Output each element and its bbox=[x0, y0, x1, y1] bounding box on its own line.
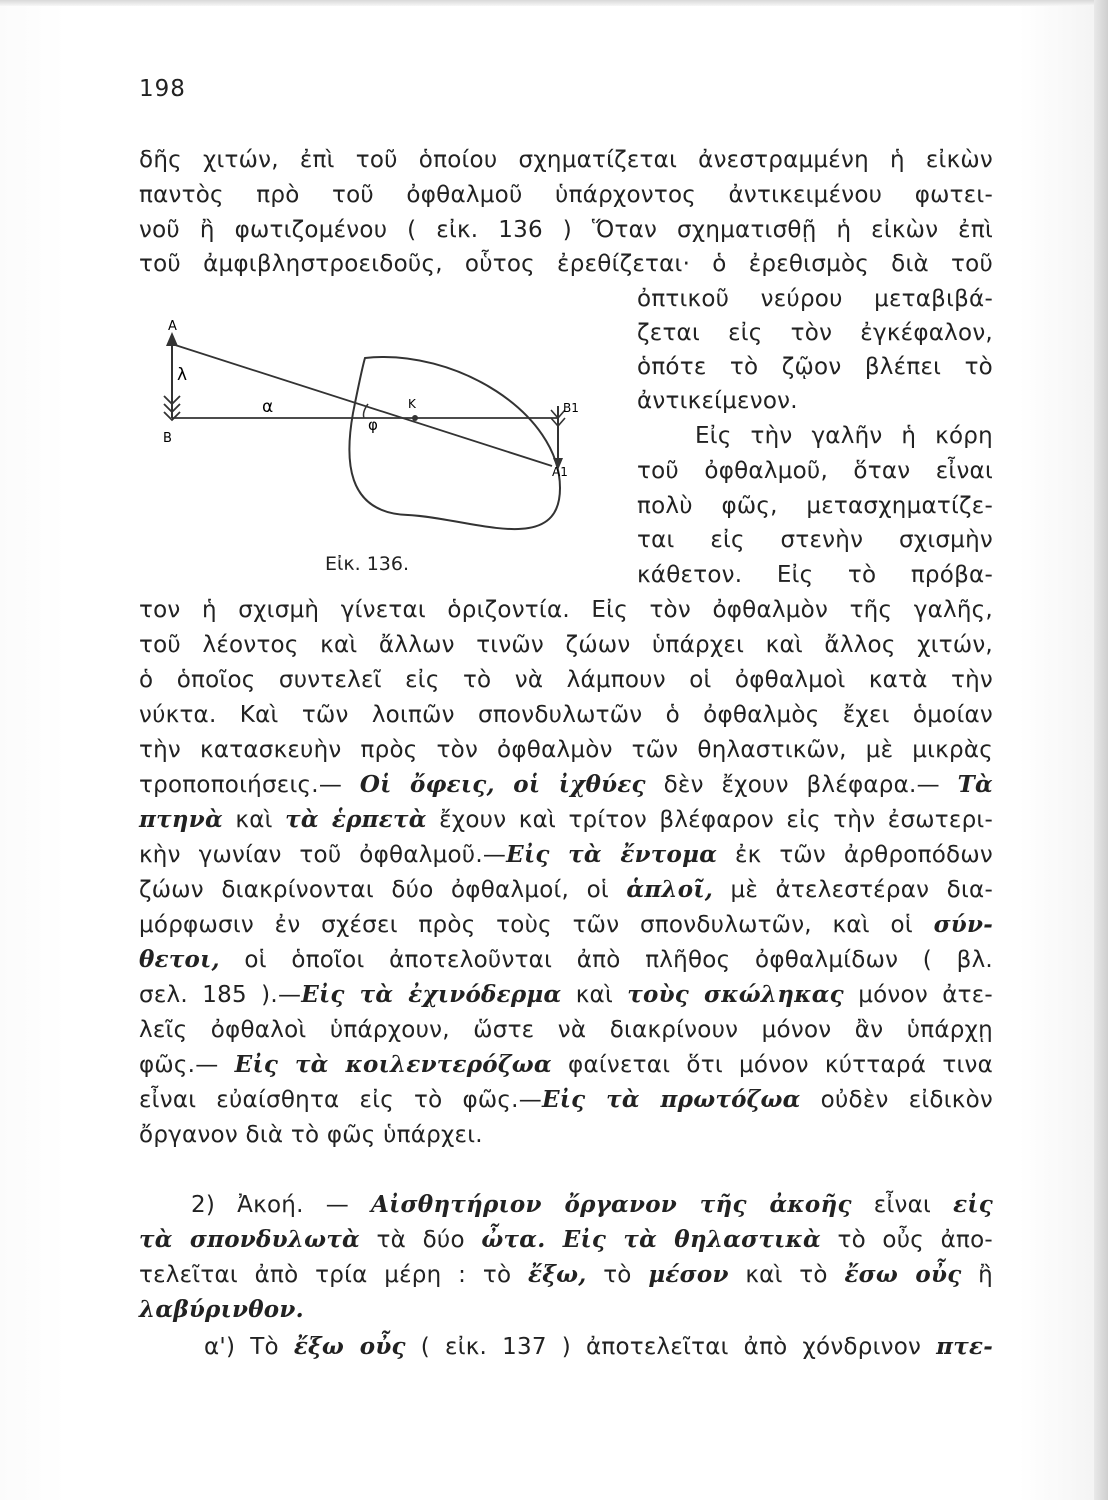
text-line: νύκτα. Καὶ τῶν λοιπῶν σπονδυλωτῶν ὁ ὀφθαλμὸς ἔχει ὁμοίαν bbox=[139, 702, 993, 728]
text-line: σελ. 185 ).—Εἰς τὰ ἐχινόδερμα καὶ τοὺς σκώληκας μόνον ἀτε- bbox=[139, 981, 993, 1008]
emphasis-text: τὰ σπονδυλωτὰ bbox=[139, 1226, 361, 1253]
text-line: 2) Ἀκοή. — Αἰσθητήριον ὄργανον τῆς ἀκοῆς εἶναι εἰς bbox=[191, 1191, 993, 1218]
text-line: ται εἰς στενὴν σχισμὴν bbox=[637, 527, 993, 553]
text-line: εἶναι εὐαίσθητα εἰς τὸ φῶς.—Εἰς τὰ πρωτόζωα οὐδὲν εἰδικὸν bbox=[139, 1086, 993, 1113]
emphasis-text: Εἰς τὰ κοιλεντερόζωα bbox=[234, 1051, 552, 1078]
emphasis-text: πτε- bbox=[936, 1333, 993, 1360]
emphasis-text: Εἰς τὰ ἔντομα bbox=[506, 841, 718, 868]
text-line: θετοι, οἱ ὁποῖοι ἀποτελοῦνται ἀπὸ πλῆθος ὀφθαλμίδων ( βλ. bbox=[139, 946, 993, 973]
label-b: B bbox=[163, 431, 172, 446]
emphasis-text: ἁπλοῖ, bbox=[626, 876, 714, 903]
emphasis-text: Αἰσθητήριον ὄργανον τῆς ἀκοῆς bbox=[371, 1191, 852, 1218]
eye-ray-diagram bbox=[150, 318, 590, 588]
text-line: τοῦ ἀμφιβληστροειδοῦς, οὗτος ἐρεθίζεται· ὁ ἐρεθισμὸς διὰ τοῦ bbox=[139, 251, 993, 277]
emphasis-text: σύν- bbox=[933, 911, 993, 938]
emphasis-text: λαβύρινθον. bbox=[139, 1296, 304, 1323]
emphasis-text: ὦτα. Εἰς τὰ θηλαστικὰ bbox=[481, 1226, 821, 1253]
text-line: φῶς.— Εἰς τὰ κοιλεντερόζωα φαίνεται ὅτι μόνον κύτταρά τινα bbox=[139, 1051, 993, 1078]
text-line: πτηνὰ καὶ τὰ ἑρπετὰ ἔχουν καὶ τρίτον βλέφαρον εἰς τὴν ἐσωτερι- bbox=[139, 806, 994, 833]
text-line: τοῦ λέοντος καὶ ἄλλων τινῶν ζώων ὑπάρχει καὶ ἄλλος χιτών, bbox=[139, 632, 993, 658]
text-line: λεῖς ὀφθαλοὶ ὑπάρχουν, ὥστε νὰ διακρίνουν μόνον ἂν ὑπάρχῃ bbox=[139, 1017, 993, 1043]
text-line: α') Τὸ ἔξω οὖς ( εἰκ. 137 ) ἀποτελεῖται ἀπὸ χόνδρινον πτε- bbox=[204, 1333, 993, 1360]
emphasis-text: Εἰς τὰ πρωτόζωα bbox=[541, 1086, 801, 1113]
label-b1: B1 bbox=[563, 401, 579, 415]
emphasis-text: ἔξω, bbox=[527, 1261, 587, 1288]
emphasis-text: μέσον bbox=[648, 1261, 729, 1288]
nodal-point-k bbox=[412, 415, 418, 421]
text-line: ἀντικείμενον. bbox=[637, 388, 798, 414]
text-line: ὄργανον διὰ τὸ φῶς ὑπάρχει. bbox=[139, 1122, 483, 1148]
text-line: τελεῖται ἀπὸ τρία μέρη : τὸ ἔξω, τὸ μέσον καὶ τὸ ἔσω οὖς ἢ bbox=[139, 1261, 994, 1288]
text-line: τὴν κατασκευὴν πρὸς τὸν ὀφθαλμὸν τῶν θηλαστικῶν, μὲ μικρὰς bbox=[139, 737, 993, 763]
page-edge-shadow bbox=[1094, 0, 1108, 1500]
emphasis-text: τοὺς σκώληκας bbox=[627, 981, 844, 1008]
text-line: μόρφωσιν ἐν σχέσει πρὸς τοὺς τῶν σπονδυλωτῶν, καὶ οἱ σύν- bbox=[139, 911, 993, 938]
ray-a-to-a1 bbox=[172, 344, 552, 466]
text-line: ὁ ὁποῖος συντελεῖ εἰς τὸ νὰ λάμπουν οἱ ὀφθαλμοὶ κατὰ τὴν bbox=[139, 667, 993, 693]
emphasis-text: Εἰς τὰ ἐχινόδερμα bbox=[301, 981, 562, 1008]
emphasis-text: θετοι, bbox=[139, 946, 220, 973]
text-line: τοῦ ὀφθαλμοῦ, ὅταν εἶναι bbox=[637, 458, 993, 484]
text-line bbox=[139, 1295, 993, 1325]
text-line: ὁπότε τὸ ζῷον βλέπει τὸ bbox=[637, 354, 993, 380]
emphasis-text: Οἱ ὄφεις, οἱ ἰχθύες bbox=[359, 771, 646, 798]
text-line: τροποποιήσεις.— Οἱ ὄφεις, οἱ ἰχθύες δὲν ἔχουν βλέφαρα.— Τὰ bbox=[139, 771, 993, 798]
text-line: ζώων διακρίνονται δύο ὀφθαλμοί, οἱ ἁπλοῖ, μὲ ἀτελεστέραν δια- bbox=[139, 876, 993, 903]
text-line: τον ἡ σχισμὴ γίνεται ὁριζοντία. Εἰς τὸν ὀφθαλμὸν τῆς γαλῆς, bbox=[139, 597, 993, 623]
emphasis-text: ἔξω οὖς bbox=[293, 1333, 406, 1360]
text-line: ὀπτικοῦ νεύρου μεταβιβά- bbox=[637, 286, 993, 312]
emphasis-text: τὰ ἑρπετὰ bbox=[285, 806, 427, 833]
text-line: ζεται εἰς τὸν ἐγκέφαλον, bbox=[637, 320, 993, 346]
text-line: παντὸς πρὸ τοῦ ὀφθαλμοῦ ὑπάρχοντος ἀντικειμένου φωτει- bbox=[139, 182, 993, 208]
label-phi: φ bbox=[368, 416, 378, 434]
page-top-shadow bbox=[0, 0, 1108, 6]
object-arrowhead bbox=[166, 332, 178, 346]
text-line: κάθετον. Εἰς τὸ πρόβα- bbox=[637, 562, 993, 588]
emphasis-text: ἔσω οὖς bbox=[844, 1261, 962, 1288]
text-line: τὰ σπονδυλωτὰ τὰ δύο ὦτα. Εἰς τὰ θηλαστικὰ τὸ οὖς ἀπο- bbox=[139, 1226, 993, 1253]
text-line: νοῦ ἢ φωτιζομένου ( εἰκ. 136 ) Ὅταν σχηματισθῇ ἡ εἰκὼν ἐπὶ bbox=[139, 217, 993, 243]
label-a1: A1 bbox=[552, 465, 568, 479]
label-a: A bbox=[168, 319, 177, 334]
figure-caption: Εἰκ. 136. bbox=[325, 553, 410, 575]
emphasis-text: πτηνὰ bbox=[139, 806, 223, 833]
emphasis-text: εἰς bbox=[953, 1191, 993, 1218]
text-line: πολὺ φῶς, μετασχηματίζε- bbox=[637, 493, 993, 519]
eyeball-outline bbox=[349, 357, 560, 529]
text-line: κὴν γωνίαν τοῦ ὀφθαλμοῦ.—Εἰς τὰ ἔντομα ἐκ τῶν ἀρθροπόδων bbox=[139, 841, 993, 868]
emphasis-text: Τὰ bbox=[957, 771, 993, 798]
label-lambda: λ bbox=[177, 365, 188, 385]
figure-136-eye-diagram bbox=[150, 318, 590, 588]
text-line: Εἰς τὴν γαλῆν ἡ κόρη bbox=[695, 423, 993, 449]
text-line: δῆς χιτών, ἐπὶ τοῦ ὁποίου σχηματίζεται ἀνεστραμμένη ἡ εἰκὼν bbox=[139, 147, 993, 173]
label-k: K bbox=[408, 397, 416, 411]
label-alpha: α bbox=[262, 397, 274, 417]
page-number: 198 bbox=[139, 76, 186, 102]
